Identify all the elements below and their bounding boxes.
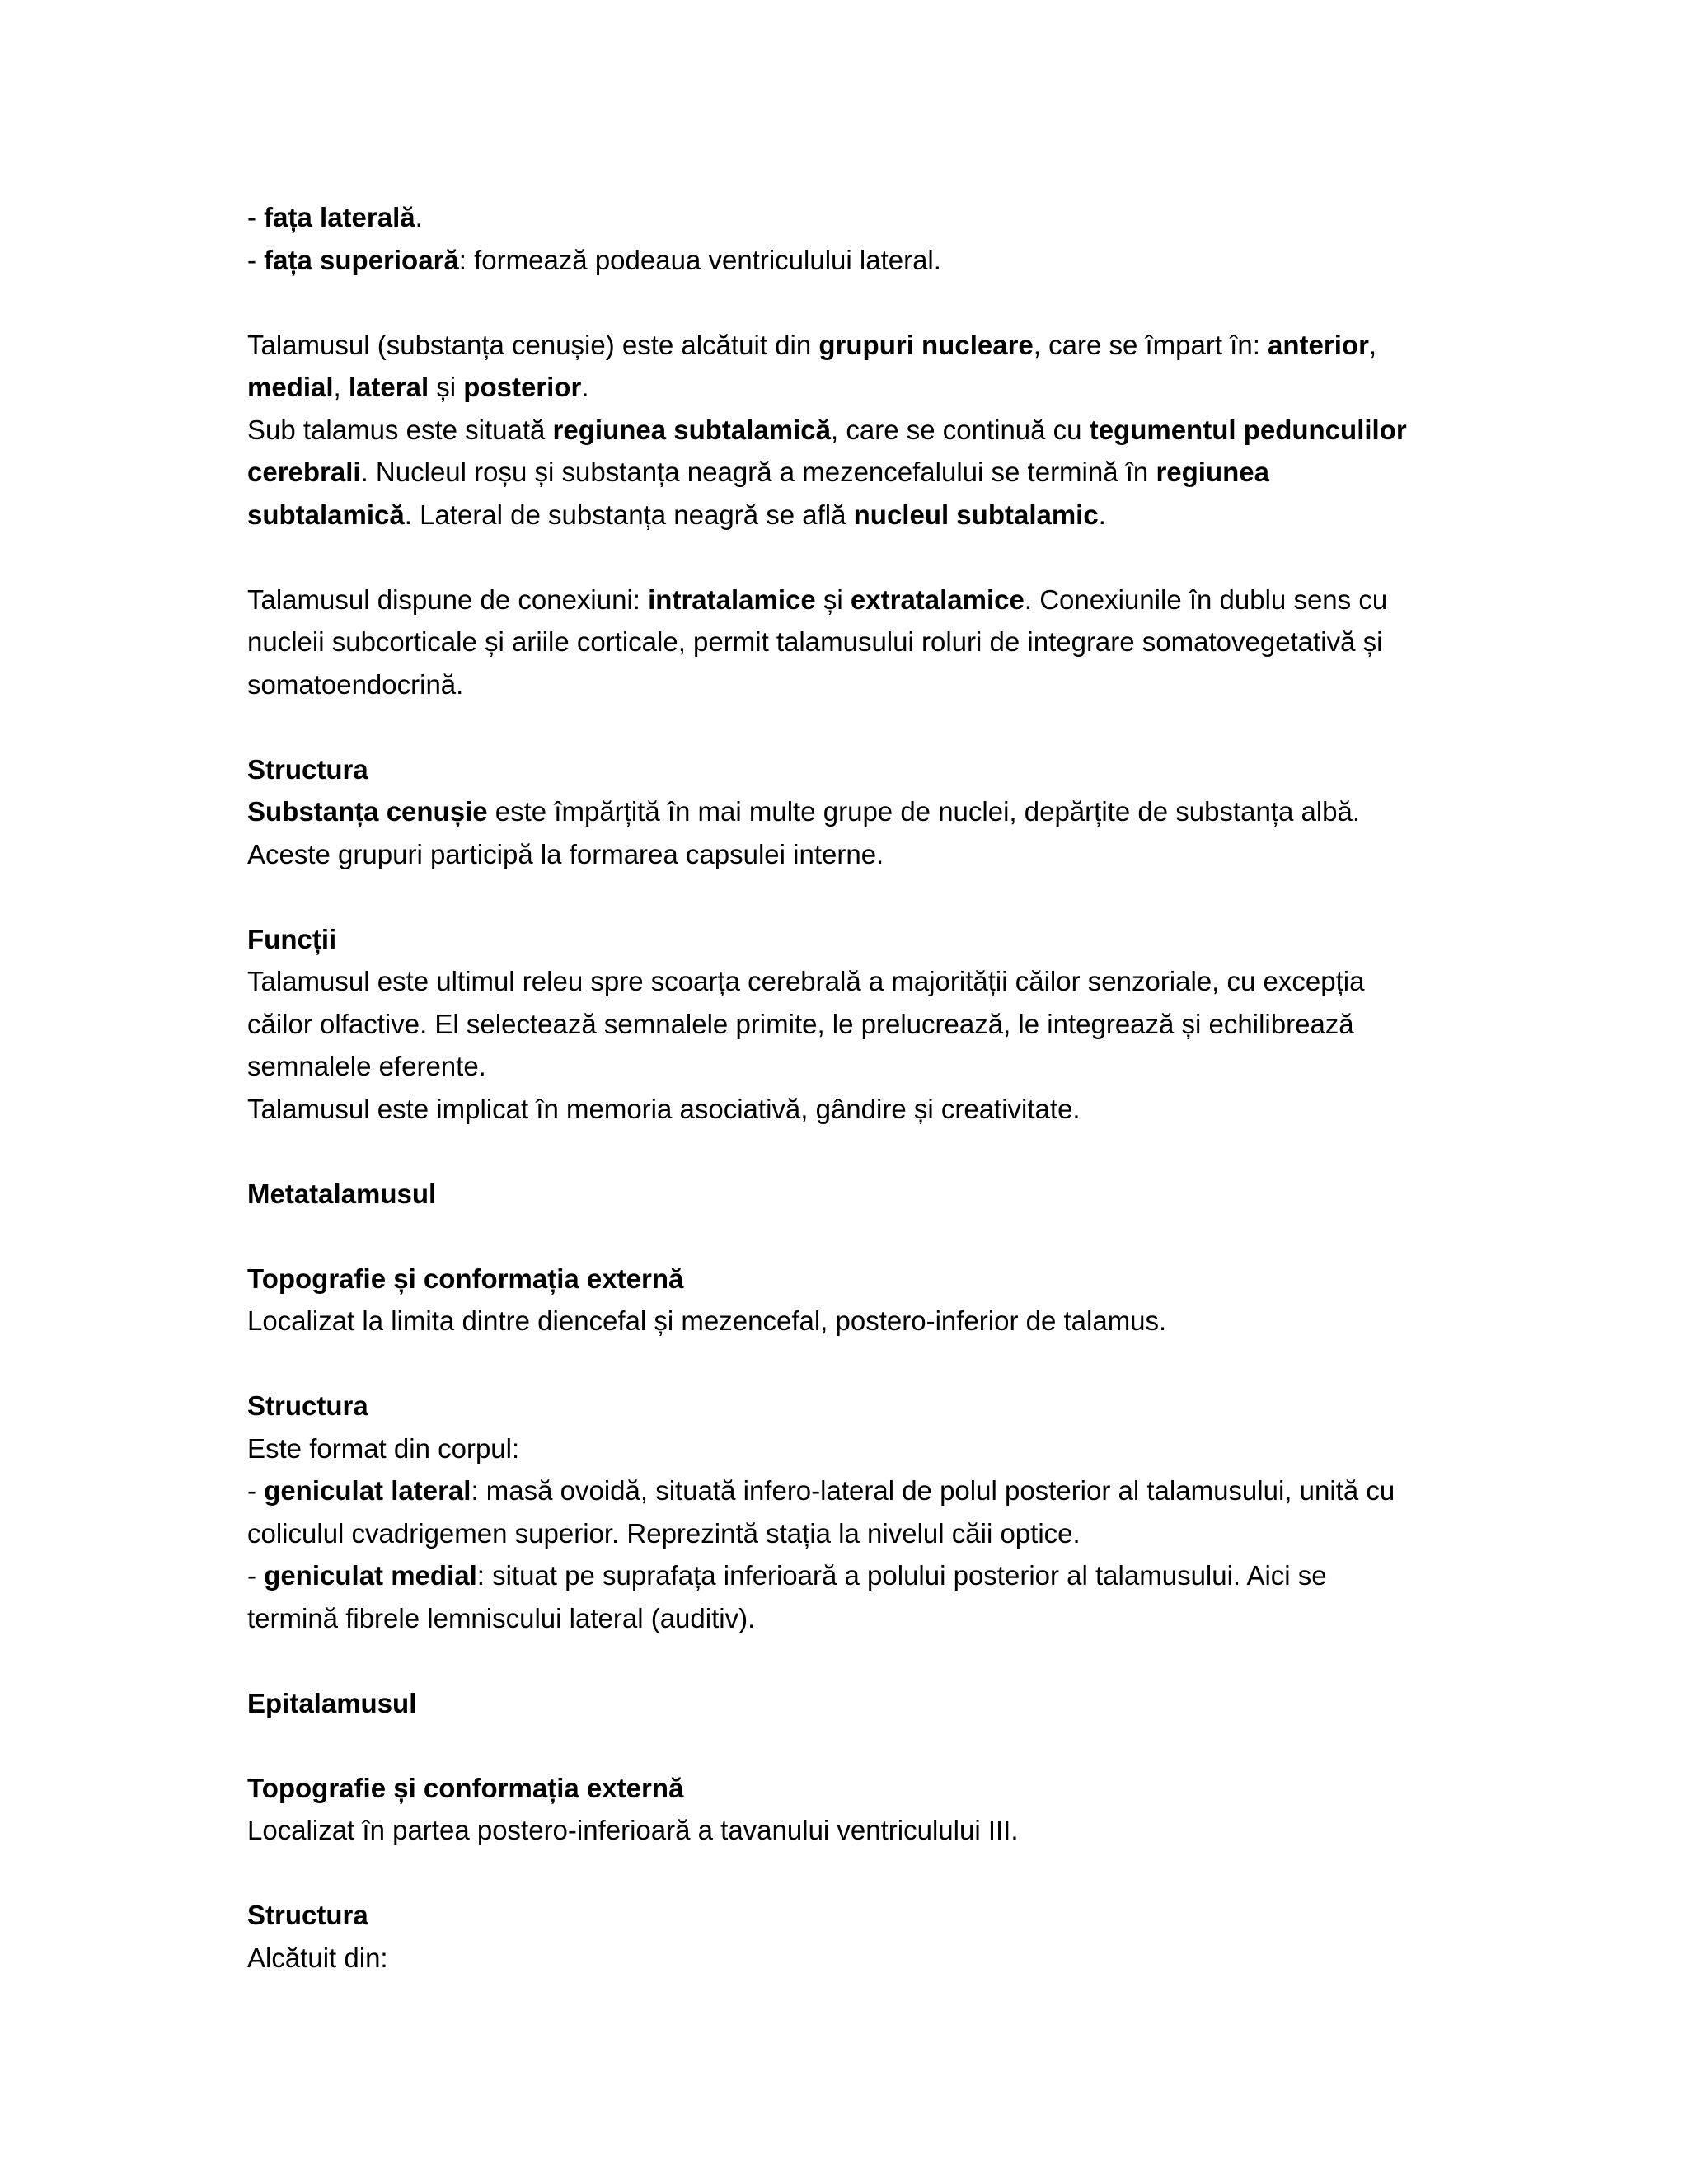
document-page — [247, 196, 1451, 1979]
section-heading: Epitalamusul — [247, 1687, 417, 1718]
section-heading: Structura — [247, 1900, 368, 1930]
paragraph-line: coliculul cvadrigemen superior. Reprezintă stația la nivelul căii optice. — [247, 1517, 1081, 1549]
paragraph-line — [247, 366, 1451, 409]
bold-term: regiunea subtalamică — [552, 414, 832, 445]
paragraph-line: Talamusul este ultimul releu spre scoarța cerebrală a majorității căilor senzoriale, cu excepția — [247, 966, 1365, 996]
bold-term: Substanța cenușie — [247, 796, 488, 827]
bold-term: fața superioară — [264, 244, 459, 275]
paragraph-gap — [247, 536, 1451, 579]
bold-term: fața laterală — [264, 202, 415, 232]
paragraph-line — [247, 409, 1451, 452]
bold-term: extratalamice — [850, 583, 1025, 615]
paragraph-line: căilor olfactive. El selectează semnalele primite, le prelucrează, le integrează și echilibrează — [247, 1008, 1354, 1039]
text-run: este împărțită în mai multe grupe de nuclei, depărțite de substanța albă. — [487, 796, 1361, 827]
text-run: - — [247, 1560, 265, 1591]
paragraph-line — [247, 324, 1451, 367]
paragraph-gap — [247, 1724, 1451, 1767]
bold-term: nucleul subtalamic — [853, 499, 1099, 530]
paragraph-line — [247, 451, 1451, 494]
text-run: : masă ovoidă, situată infero-lateral de polul posterior al talamusului, unită cu — [471, 1475, 1395, 1506]
paragraph-line: Localizat în partea postero-inferioară a tavanului ventriculului III. — [247, 1815, 1019, 1845]
text-run: - — [247, 202, 265, 232]
text-run: și — [815, 583, 851, 615]
bold-term: medial — [247, 372, 334, 402]
paragraph-line: termină fibrele lemniscului lateral (auditiv). — [247, 1602, 756, 1633]
bold-term: subtalamică — [247, 499, 405, 530]
paragraph-gap — [247, 1343, 1451, 1385]
text-run: Talamusul dispune de conexiuni: — [247, 583, 649, 615]
text-run: . — [1098, 499, 1106, 530]
paragraph-gap — [247, 875, 1451, 918]
paragraph-gap — [247, 1639, 1451, 1682]
text-run: , care se continuă cu — [831, 414, 1090, 445]
text-run: : situat pe suprafața inferioară a polului posterior al talamusului. Aici se — [476, 1560, 1327, 1591]
text-run: Sub talamus este situată — [247, 414, 553, 445]
text-run: și — [429, 372, 464, 402]
paragraph-gap — [247, 281, 1451, 324]
paragraph-gap — [247, 1215, 1451, 1258]
text-run: - — [247, 244, 265, 275]
bold-term: grupuri nucleare — [818, 329, 1034, 360]
section-heading: Topografie și conformația externă — [247, 1263, 684, 1294]
text-run: . — [415, 202, 423, 232]
paragraph-line: Este format din corpul: — [247, 1432, 520, 1464]
section-heading: Structura — [247, 753, 368, 785]
paragraph-gap — [247, 1130, 1451, 1173]
bold-term: intratalamice — [648, 583, 816, 615]
text-run: . Nucleul roșu și substanța neagră a mezencefalului se termină în — [360, 457, 1156, 487]
bold-term: geniculat lateral — [264, 1475, 471, 1506]
bold-term: tegumentul pedunculilor — [1089, 414, 1407, 445]
text-run: . Lateral de substanța neagră se află — [404, 499, 854, 530]
list-item-lateral-face — [247, 196, 1451, 239]
text-run: - — [247, 1475, 265, 1506]
bold-term: geniculat medial — [264, 1560, 477, 1591]
paragraph-line — [247, 494, 1451, 537]
bold-term: regiunea — [1156, 457, 1269, 487]
text-run: , — [333, 372, 349, 402]
paragraph-line: Alcătuit din: — [247, 1942, 388, 1973]
paragraph-line: Aceste grupuri participă la formarea capsulei interne. — [247, 838, 884, 869]
paragraph-line: somatoendocrină. — [247, 668, 464, 700]
bold-term: posterior — [463, 372, 582, 402]
list-item-geniculate-medial — [247, 1554, 1451, 1597]
bold-term: cerebrali — [247, 457, 361, 487]
text-run: Talamusul (substanța cenușie) este alcătuit din — [247, 329, 819, 360]
list-item-geniculate-lateral — [247, 1469, 1451, 1512]
section-heading: Funcții — [247, 923, 337, 954]
bold-term: lateral — [348, 372, 429, 402]
paragraph-line — [247, 790, 1451, 833]
paragraph-line: Talamusul este implicat în memoria asociativă, gândire și creativitate. — [247, 1093, 1081, 1124]
text-run: . — [581, 372, 589, 402]
paragraph-line: semnalele eferente. — [247, 1051, 486, 1081]
paragraph-line — [247, 579, 1451, 621]
text-run: , care se împart în: — [1033, 329, 1268, 360]
text-run: , — [1368, 329, 1377, 360]
paragraph-line: nucleii subcorticale și ariile corticale, permit talamusului roluri de integrare somatovegetativă și — [247, 626, 1383, 657]
section-heading: Structura — [247, 1390, 368, 1421]
section-heading: Metatalamusul — [247, 1178, 437, 1209]
paragraph-gap — [247, 1852, 1451, 1895]
text-run: : formează podeaua ventriculului lateral. — [458, 244, 941, 275]
section-heading: Topografie și conformația externă — [247, 1772, 684, 1803]
bold-term: anterior — [1268, 329, 1369, 360]
paragraph-line: Localizat la limita dintre diencefal și mezencefal, postero-inferior de talamus. — [247, 1305, 1167, 1336]
list-item-superior-face — [247, 239, 1451, 282]
text-run: . Conexiunile în dublu sens cu — [1024, 583, 1388, 615]
paragraph-gap — [247, 705, 1451, 748]
